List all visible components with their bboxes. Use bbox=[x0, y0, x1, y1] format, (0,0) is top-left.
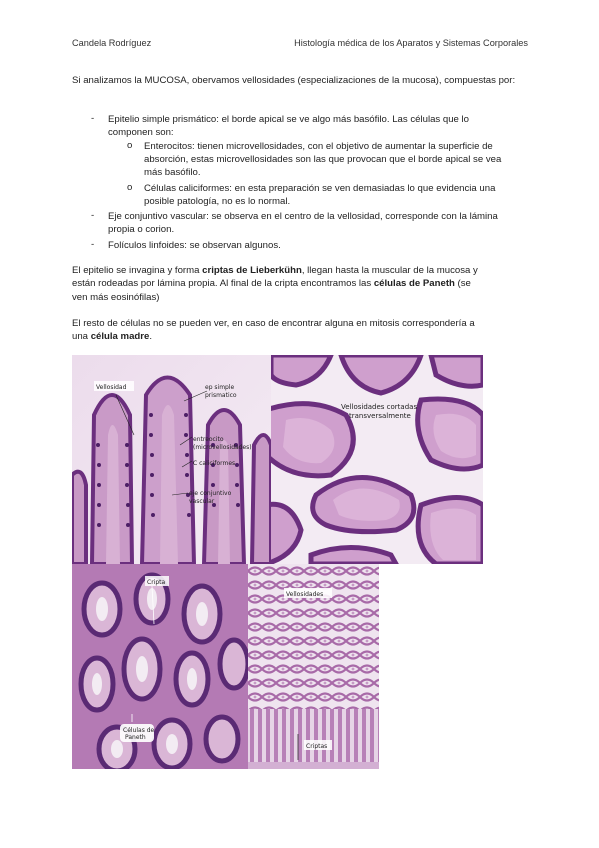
intro-paragraph: Si analizamos la MUCOSA, obervamos vellosidades (especializaciones de la mucosa), compuestas por: bbox=[72, 75, 516, 86]
label-ep-simple: ep simple bbox=[205, 384, 235, 391]
sub-item-caliciformes-line2: posible patología, no es lo normal. bbox=[144, 196, 291, 207]
term-paneth: células de Paneth bbox=[373, 278, 455, 290]
label-vellosidades: Vellosidades bbox=[286, 591, 324, 598]
term-criptas: criptas de Lieberkühn bbox=[202, 265, 302, 276]
list-item-eje-line1: Eje conjuntivo vascular: se observa en el centro de la vellosidad, corresponde con la lámina bbox=[108, 211, 498, 222]
label-transversalmente: transversalmente bbox=[349, 412, 411, 420]
paragraph-celulas-line1: El resto de células no se pueden ver, en caso de encontrar alguna en mitosis correspondería a bbox=[72, 318, 475, 329]
label-paneth: Paneth bbox=[125, 734, 146, 741]
sub-bullet: o bbox=[127, 140, 133, 151]
label-prismatico: prismatico bbox=[205, 392, 237, 399]
micrograph-villi bbox=[72, 355, 271, 564]
label-vellosidad: Vellosidad bbox=[96, 384, 127, 391]
label-eje-conjuntivo: eje conjuntivo bbox=[189, 490, 232, 497]
paragraph-criptas-line2: están rodeadas por lámina propia. Al final de la cripta encontramos las células de Paneth (se bbox=[72, 278, 471, 290]
list-dash: - bbox=[91, 210, 95, 221]
label-vascular: vascular bbox=[189, 498, 215, 505]
label-vellosidades-cortadas: Vellosidades cortadas bbox=[341, 403, 418, 411]
label-microvellosidades: (microvellosidades) bbox=[193, 444, 252, 451]
list-dash: - bbox=[91, 113, 95, 124]
list-item-foliculos: Folículos linfoides: se observan algunos. bbox=[108, 240, 281, 251]
micrograph-crypts-paneth bbox=[72, 564, 248, 769]
header-course: Histología médica de los Aparatos y Sistemas Corporales bbox=[294, 38, 528, 48]
label-criptas: Criptas bbox=[306, 743, 328, 750]
sub-item-caliciformes-line1: Células caliciformes: en esta preparación se ven demasiadas lo que evidencia una bbox=[144, 183, 496, 194]
label-cripta: Cripta bbox=[147, 579, 166, 586]
sub-bullet: o bbox=[127, 182, 133, 193]
label-celulas-de: Células de bbox=[123, 727, 155, 734]
sub-item-enterocitos-line3: más basófilo. bbox=[144, 167, 201, 178]
micrograph-villi-cross-section bbox=[271, 355, 483, 564]
term-celula-madre: célula madre bbox=[90, 331, 150, 343]
sub-item-enterocitos-line1: Enterocitos: tienen microvellosidades, con el objetivo de aumentar la superficie de bbox=[144, 141, 493, 152]
paragraph-celulas-line2: una célula madre. bbox=[72, 331, 153, 343]
header-author: Candela Rodríguez bbox=[72, 38, 152, 48]
label-entreocito: entreocito bbox=[193, 436, 224, 443]
sub-item-enterocitos-line2: absorción, estas microvellosidades son las que provocan que el borde apical se vea bbox=[144, 154, 502, 165]
paragraph-criptas bbox=[72, 264, 524, 304]
list-dash: - bbox=[91, 239, 95, 250]
micrograph-villi-crypts-overview bbox=[248, 564, 379, 769]
paragraph-criptas-line1: El epitelio se invagina y forma criptas de Lieberkühn, llegan hasta la muscular de la mucosa y bbox=[72, 265, 478, 276]
list-item-epithelium-line1: Epitelio simple prismático: el borde apical se ve algo más basófilo. Las células que lo bbox=[108, 114, 470, 125]
paragraph-criptas-line3: ven más eosinófilas) bbox=[72, 291, 160, 303]
paragraph-celulas bbox=[72, 317, 524, 344]
list-item-epithelium-line2: componen son: bbox=[108, 127, 174, 138]
list-item-eje-line2: propia o corion. bbox=[108, 224, 175, 235]
label-caliciformes: C caliciformes bbox=[193, 460, 236, 467]
